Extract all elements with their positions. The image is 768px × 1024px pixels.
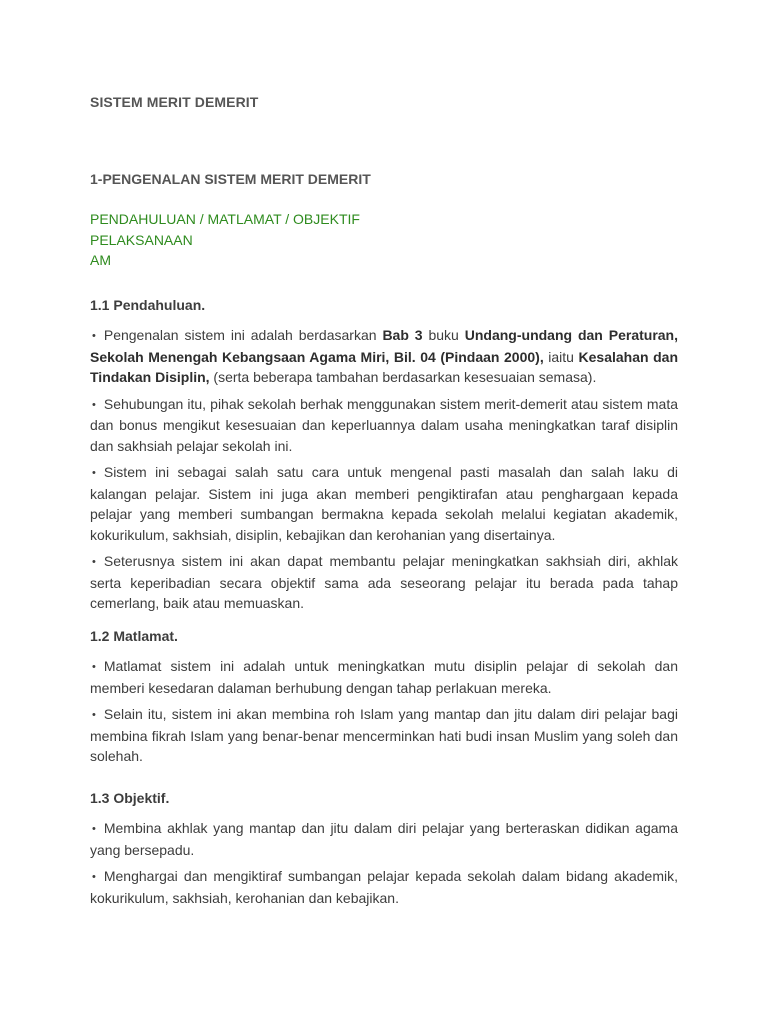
bullet-icon: • bbox=[92, 709, 96, 721]
paragraph-text: Sistem ini sebagai salah satu cara untuk mengenal pasti masalah dan salah laku di kalangan pelajar. Sistem ini juga akan memberi pengiktirafan atau penghargaan kepada pelajar yang memberi sumbangan bermakna kepada sekolah melalui kegiatan akademik, kokurikulum, sakhsiah, disiplin, kebajikan dan kerohanian yang disertainya. bbox=[90, 464, 678, 543]
bullet-icon: • bbox=[92, 661, 96, 673]
bullet-icon: • bbox=[92, 823, 96, 835]
paragraph bbox=[90, 704, 678, 767]
paragraph bbox=[90, 325, 678, 388]
paragraph-text: Menghargai dan mengiktiraf sumbangan pelajar kepada sekolah dalam bidang akademik, kokurikulum, sakhsiah, kerohanian dan kebajikan. bbox=[90, 868, 678, 906]
document-title: SISTEM MERIT DEMERIT bbox=[90, 94, 259, 110]
paragraph bbox=[90, 462, 678, 545]
bullet-icon: • bbox=[92, 330, 96, 342]
bold-text: Kesalahan dan Tindakan Disiplin, bbox=[90, 348, 678, 385]
paragraph bbox=[90, 866, 678, 908]
paragraph-text: Pengenalan sistem ini adalah berdasarkan bbox=[103, 327, 383, 343]
section-links bbox=[90, 209, 360, 271]
section-title: 1-PENGENALAN SISTEM MERIT DEMERIT bbox=[90, 171, 371, 187]
paragraph bbox=[90, 551, 678, 614]
subsection-objektif bbox=[90, 788, 678, 908]
paragraph-text: Selain itu, sistem ini akan membina roh Islam yang mantap dan jitu dalam diri pelajar bagi membina fikrah Islam yang benar-benar mencerminkan hati budi insan Muslim yang soleh dan solehah. bbox=[90, 706, 678, 764]
bold-text: Bab 3 bbox=[382, 327, 423, 343]
bold-text: Undang-undang dan Peraturan, Sekolah Menengah Kebangsaan Agama Miri, Bil. 04 (Pindaan 2000), bbox=[90, 327, 679, 365]
bullet-icon: • bbox=[92, 871, 96, 883]
paragraph-text: Matlamat sistem ini adalah untuk meningkatkan mutu disiplin pelajar di sekolah dan memberi kesedaran dalaman berhubung dengan tahap perlakuan mereka. bbox=[90, 658, 678, 696]
link-pendahuluan-matlamat-objektif[interactable]: PENDAHULUAN / MATLAMAT / OBJEKTIF bbox=[90, 211, 360, 227]
paragraph-text: buku bbox=[422, 327, 465, 343]
link-pelaksanaan[interactable]: PELAKSANAAN bbox=[90, 231, 193, 248]
paragraph-text: Sehubungan itu, pihak sekolah berhak menggunakan sistem merit-demerit atau sistem mata dan bonus mengikut kesesuaian dan keperluannya dalam usaha meningkatkan taraf disiplin dan sakhsiah pelajar sekolah ini. bbox=[90, 395, 678, 454]
paragraph bbox=[90, 394, 678, 457]
paragraph-text: Membina akhlak yang mantap dan jitu dalam diri pelajar yang berteraskan didikan agama yang bersepadu. bbox=[90, 820, 678, 858]
subsection-heading: 1.1 Pendahuluan. bbox=[90, 297, 206, 313]
link-am[interactable]: AM bbox=[90, 252, 111, 268]
paragraph bbox=[90, 656, 678, 698]
paragraph-text: (serta beberapa tambahan berdasarkan kesesuaian semasa). bbox=[209, 369, 597, 385]
subsection-heading: 1.2 Matlamat. bbox=[90, 628, 178, 644]
paragraph-text: iaitu bbox=[543, 348, 579, 365]
subsection-pendahuluan bbox=[90, 295, 678, 614]
bullet-icon: • bbox=[92, 398, 96, 411]
subsection-matlamat bbox=[90, 626, 678, 767]
bullet-icon: • bbox=[92, 556, 96, 568]
paragraph-text: Seterusnya sistem ini akan dapat membantu pelajar meningkatkan sakhsiah diri, akhlak serta keperibadian secara objektif sama ada seseorang pelajar itu berada pada tahap cemerlang, baik atau memuaskan. bbox=[90, 553, 678, 611]
subsection-heading: 1.3 Objektif. bbox=[90, 790, 170, 806]
bullet-icon: • bbox=[92, 467, 96, 479]
paragraph bbox=[90, 818, 678, 860]
